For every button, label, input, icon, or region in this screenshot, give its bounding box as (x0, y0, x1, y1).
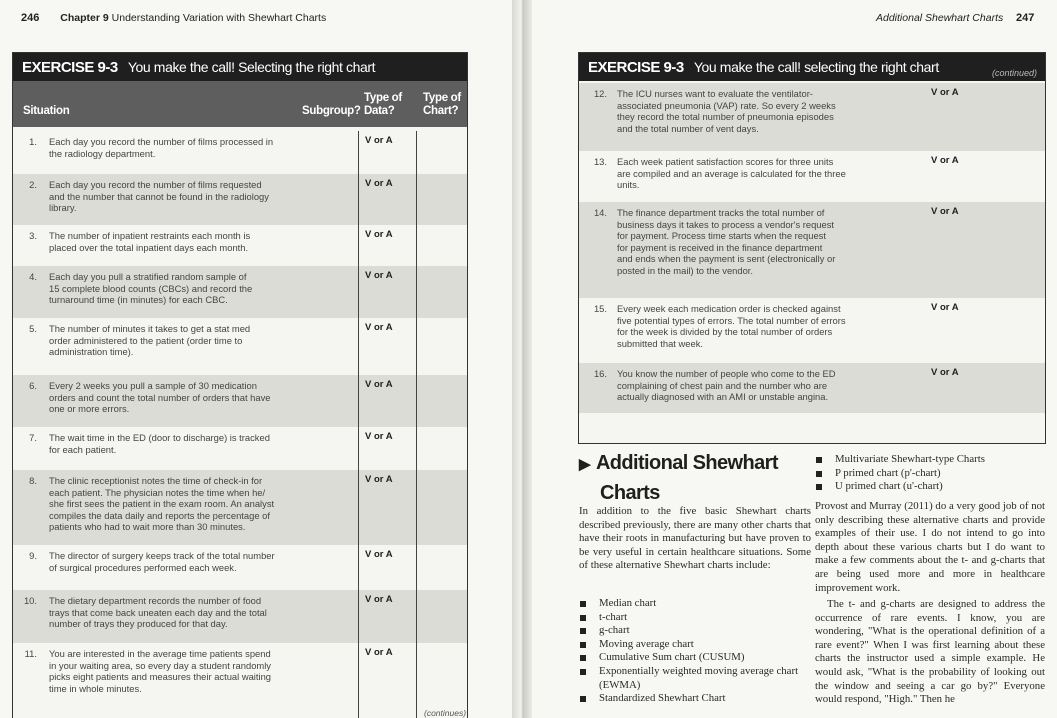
row-text-line: submitted that week. (617, 337, 703, 349)
bullet-icon (580, 696, 586, 702)
exercise-label: EXERCISE 9-3 (22, 59, 118, 76)
row-text-line: the radiology department. (49, 147, 156, 159)
row-text-line: The dietary department records the number of food (49, 595, 262, 606)
table-row (13, 590, 467, 643)
row-number: 3. (29, 230, 37, 241)
row-situation-text (617, 368, 917, 403)
row-data-type: V or A (365, 270, 393, 281)
list-item-label: Exponentially weighted moving average chart (EWMA) (599, 664, 799, 691)
list-item (579, 665, 814, 692)
table-row (579, 151, 1045, 202)
row-text-line: she first sees the patient in the exam room. An analyst (49, 498, 275, 509)
row-data-type: V or A (365, 178, 393, 189)
list-item (579, 692, 814, 706)
bullet-icon (816, 471, 822, 477)
header-type-chart-1: Type of (423, 92, 461, 104)
row-text-line: number of trays they produced for that day. (49, 618, 228, 629)
header-type-data-1: Type of (364, 92, 402, 104)
row-number: 13. (593, 156, 607, 167)
table-row (13, 318, 467, 375)
table-row (13, 131, 467, 174)
list-item (579, 624, 814, 638)
table-row (579, 298, 1045, 363)
exercise-title-bar (13, 53, 467, 81)
table-row (13, 470, 467, 545)
continues-note: (continues) (424, 708, 467, 718)
row-situation-text (49, 595, 349, 630)
bullet-icon (580, 642, 586, 648)
right-page-number-wrap (1016, 12, 1034, 24)
table-row (13, 174, 467, 225)
row-text-line: trays that come back uneaten each day and the total (49, 606, 267, 618)
row-text-line: they record the total number of pneumonia episodes (617, 111, 834, 122)
exercise-table-right (578, 52, 1046, 444)
row-text-line: each patient. The physician notes the time when he/ (49, 486, 266, 498)
row-situation-text (49, 475, 349, 533)
row-number: 1. (29, 136, 37, 147)
row-data-type: V or A (365, 322, 393, 333)
row-text-line: administration time). (49, 346, 134, 357)
row-text-line: Each week patient satisfaction scores for three units (617, 156, 834, 167)
row-text-line: and the number that cannot be found in the radiology (49, 190, 269, 202)
row-situation-text (617, 156, 917, 191)
row-situation-text (49, 648, 349, 694)
row-text-line: The clinic receptionist notes the time of check-in for (49, 475, 263, 486)
bullet-icon (580, 601, 586, 607)
chapter-title: Understanding Variation with Shewhart Charts (111, 12, 327, 24)
table-row (13, 225, 467, 266)
chapter-label: Chapter 9 (60, 12, 109, 24)
paragraph-rare-events: The t- and g-charts are designed to address the occurrence of rare events. I know, you are wondering, "What is the operational definition of a rare event?" When I was first learning about these charts the instructor used a simple example. He would ask, "What is the probability of looking out the window and seeing a car go by?" Everyone would respond, "High." Then he (815, 598, 1045, 706)
row-text-line: library. (49, 202, 77, 213)
row-text-line: The number of minutes it takes to get a stat med (49, 323, 251, 334)
bullet-icon (580, 615, 586, 621)
list-item-label: Standardized Shewhart Chart (599, 692, 726, 705)
row-number: 9. (29, 550, 37, 561)
list-item (815, 480, 1045, 494)
section-triangle-icon: ▶ (579, 456, 590, 473)
row-text-line: associated pneumonia (VAP) rate. So every 2 weeks (617, 99, 836, 111)
row-data-type: V or A (365, 379, 393, 390)
list-item (579, 611, 814, 625)
table-row (13, 266, 467, 318)
row-text-line: time in whole minutes. (49, 682, 142, 694)
right-page (532, 0, 1057, 718)
row-text-line: are compiled and an average is calculated for the three (617, 167, 846, 179)
row-data-type: V or A (931, 87, 959, 98)
list-item-label: P primed chart (p'-chart) (835, 466, 941, 479)
row-text-line: patients who had to wait more than 30 minutes. (49, 521, 246, 532)
bullet-icon (816, 457, 822, 463)
list-item-label: t-chart (599, 610, 628, 623)
table-header (13, 81, 467, 127)
section-heading-line-1: Additional Shewhart (595, 452, 778, 474)
row-situation-text (49, 380, 349, 415)
list-item-label: Moving average chart (599, 637, 694, 650)
row-number: 14. (593, 207, 607, 218)
list-item (579, 638, 814, 652)
row-text-line: 15 complete blood counts (CBCs) and record the (49, 282, 253, 294)
row-situation-text (617, 207, 917, 276)
row-text-line: The finance department tracks the total number of (617, 207, 825, 218)
row-number: 10. (23, 595, 37, 606)
row-text-line: You know the number of people who come to the ED (617, 368, 836, 379)
list-item-label: Cumulative Sum chart (CUSUM) (599, 651, 745, 664)
row-data-type: V or A (931, 367, 959, 378)
row-data-type: V or A (365, 431, 393, 442)
row-number: 8. (29, 475, 37, 486)
row-data-type: V or A (365, 594, 393, 605)
row-text-line: in your waiting area, so every day a student randomly (49, 659, 271, 671)
row-data-type: V or A (365, 135, 393, 146)
left-page (0, 0, 512, 718)
left-running-head (21, 12, 326, 24)
bullet-icon (580, 655, 586, 661)
row-text-line: for payment. Process time starts when the request (617, 230, 826, 241)
row-text-line: complaining of chest pain and the number who are (617, 379, 828, 391)
row-situation-text (49, 136, 349, 159)
list-item-label: Median chart (599, 597, 657, 609)
row-data-type: V or A (365, 474, 393, 485)
section-heading-line-2: Charts (600, 482, 660, 504)
row-data-type: V or A (365, 549, 393, 560)
row-text-line: actually diagnosed with an AMI or unstable angina. (617, 391, 829, 402)
row-text-line: Every week each medication order is checked against (617, 303, 841, 314)
section-heading (579, 449, 778, 507)
row-data-type: V or A (931, 155, 959, 166)
bullet-icon (816, 484, 822, 490)
row-text-line: for the week is divided by the total number of orders (617, 326, 833, 337)
row-number: 2. (29, 179, 37, 190)
header-type-chart-2: Chart? (423, 105, 459, 117)
exercise-title-bar-right (579, 53, 1045, 81)
table-row (579, 202, 1045, 298)
left-page-number: 246 (21, 12, 40, 24)
row-text-line: for each patient. (49, 443, 117, 455)
list-item (579, 651, 814, 665)
row-text-line: and ends when the payment is sent (electronically or (617, 253, 836, 264)
row-text-line: five potential types of errors. The total number of errors (617, 314, 846, 326)
row-text-line: units. (617, 179, 640, 190)
exercise-table-left (12, 52, 468, 718)
row-number: 11. (24, 648, 37, 659)
header-type-data-2: Data? (364, 105, 395, 117)
row-situation-text (49, 432, 349, 455)
row-number: 4. (29, 271, 37, 282)
bullet-icon (580, 628, 586, 634)
row-text-line: Every 2 weeks you pull a sample of 30 medication (49, 380, 257, 391)
row-text-line: business days it takes to process a vendor's request (617, 218, 835, 230)
header-situation: Situation (23, 105, 70, 117)
intro-paragraph: In addition to the five basic Shewhart charts described previously, there are many other charts that have their roots in manufacturing but have proven to be very useful in certain healthcare situations. Some of these alternative Shewhart charts include: (579, 505, 811, 572)
row-text-line: posted in the mail) to the vendor. (617, 264, 754, 276)
row-situation-text (49, 323, 349, 358)
book-gutter (512, 0, 532, 718)
row-number: 5. (29, 323, 37, 334)
row-text-line: compiles the data daily and reports the percentage of (49, 509, 270, 521)
row-situation-text (49, 179, 349, 214)
table-row (579, 83, 1045, 151)
row-text-line: picks eight patients and measures their actual waiting (49, 671, 271, 682)
list-item-label: Multivariate Shewhart-type Charts (835, 453, 985, 465)
row-number: 16. (593, 368, 607, 379)
table-row (579, 363, 1045, 413)
row-text-line: for payment is received in the finance department (617, 241, 823, 253)
row-text-line: The ICU nurses want to evaluate the ventilator- (617, 88, 813, 99)
chart-list-2 (815, 453, 1045, 494)
list-item (815, 453, 1045, 467)
exercise-title: You make the call! Selecting the right chart (127, 59, 376, 75)
row-text-line: You are interested in the average time patients spend (49, 648, 271, 659)
row-text-line: of surgical procedures performed each week. (49, 561, 237, 573)
row-text-line: The number of inpatient restraints each month is (49, 230, 251, 241)
row-text-line: one or more errors. (49, 403, 130, 414)
list-item-label: g-chart (599, 624, 630, 637)
row-text-line: placed over the total inpatient days each month. (49, 241, 249, 253)
chart-list (579, 597, 814, 706)
table-row (13, 375, 467, 427)
list-item (815, 467, 1045, 481)
exercise-label-right: EXERCISE 9-3 (588, 59, 684, 76)
row-text-line: and the total number of vent days. (617, 122, 759, 134)
table-row (13, 643, 467, 713)
column-divider (416, 131, 417, 718)
row-data-type: V or A (365, 647, 393, 658)
row-number: 15. (593, 303, 607, 314)
row-situation-text (617, 88, 917, 134)
row-data-type: V or A (365, 229, 393, 240)
row-situation-text (49, 550, 349, 573)
row-text-line: Each day you record the number of films requested (49, 179, 262, 190)
paragraph-provost: Provost and Murray (2011) do a very good job of not only describing these alternative charts and provide examples of their use. I do not intend to go into depth about these various charts but I do want to make a few comments about the t- and g-charts that are being used more and more in healthcare improvement work. (815, 500, 1045, 594)
list-item-label: U primed chart (u'-chart) (835, 480, 943, 493)
row-text-line: turnaround time (in minutes) for each CBC. (49, 294, 228, 305)
row-data-type: V or A (931, 206, 959, 217)
row-text-line: Each day you record the number of films processed in (49, 136, 274, 147)
row-situation-text (617, 303, 917, 349)
row-text-line: Each day you pull a stratified random sample of (49, 271, 247, 282)
row-text-line: orders and count the total number of orders that have (49, 391, 271, 403)
exercise-title-right: You make the call! selecting the right chart (693, 59, 939, 75)
row-situation-text (49, 230, 349, 253)
header-subgroup: Subgroup? (302, 105, 361, 117)
table-row (13, 427, 467, 470)
row-text-line: The wait time in the ED (door to discharge) is tracked (49, 432, 270, 443)
bullet-icon (580, 669, 586, 675)
table-row (13, 545, 467, 590)
right-page-number: 247 (1016, 12, 1035, 24)
continued-tag: (continued) (991, 68, 1037, 78)
right-running-head: Additional Shewhart Charts (876, 12, 1004, 24)
row-number: 12. (593, 88, 607, 99)
row-number: 7. (29, 432, 37, 443)
row-number: 6. (29, 380, 37, 391)
row-situation-text (49, 271, 349, 306)
list-item (579, 597, 814, 611)
row-data-type: V or A (931, 302, 959, 313)
column-divider (358, 131, 359, 718)
row-text-line: The director of surgery keeps track of the total number (49, 550, 275, 561)
row-text-line: order administered to the patient (order time to (49, 334, 243, 346)
